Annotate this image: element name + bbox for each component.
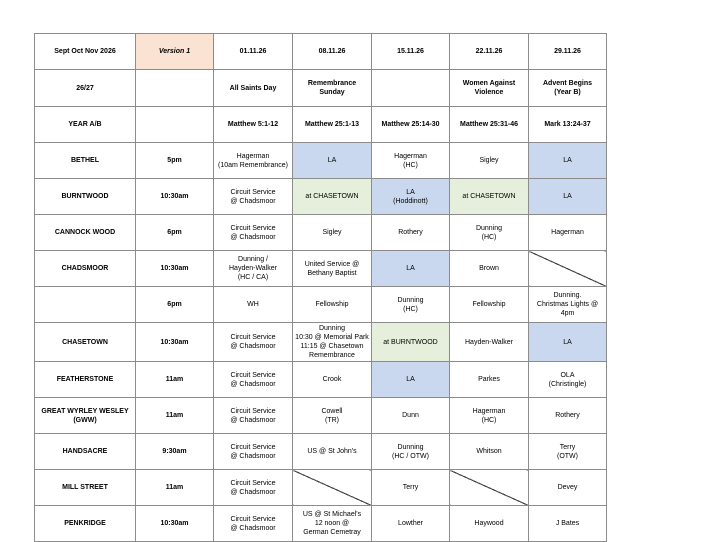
cell-line: Fellowship (472, 301, 506, 308)
cell-line: Rothery (398, 229, 423, 236)
service-cell (372, 215, 450, 251)
date-header: 15.11.26 (372, 34, 450, 70)
cell-line: (HC) (403, 305, 418, 313)
service-cell (214, 179, 293, 215)
header-occasions-row (35, 70, 607, 107)
cell-line: (Christingle) (548, 380, 587, 388)
cell-line: US @ St Michael's (302, 511, 362, 518)
no-service-cell (450, 470, 529, 506)
no-service-cell (293, 470, 372, 506)
cell-line: Haywood (474, 520, 504, 527)
service-cell (214, 251, 293, 287)
service-cell (529, 179, 607, 215)
cell-line: @ Chadsmoor (230, 380, 276, 388)
cell-line: US @ St John's (307, 448, 357, 455)
cell-line: 11:15 @ Chasetown (300, 343, 364, 350)
plan-year: 26/27 (35, 70, 136, 107)
service-cell (529, 323, 607, 362)
cell-line: Terry (559, 443, 576, 451)
version-label: Version 1 (136, 34, 214, 70)
reading-header: Mark 13:24-37 (529, 107, 607, 143)
service-cell (214, 323, 293, 362)
cell-line: (HC) (481, 416, 497, 424)
cell-line: J Bates (555, 520, 580, 527)
service-cell (450, 179, 529, 215)
cell-line: Dunning (475, 224, 503, 232)
service-time: 10:30am (136, 251, 214, 287)
cell-line: All Saints Day (229, 84, 277, 92)
service-cell (214, 287, 293, 323)
cell-line: Circuit Service (230, 515, 276, 523)
cell-line: (OTW) (557, 452, 578, 460)
church-name: CHASETOWN (35, 323, 136, 362)
header-readings-row (35, 107, 607, 143)
cell-line: LA (563, 338, 572, 346)
reading-header: Matthew 25:14-30 (372, 107, 450, 143)
date-header: 01.11.26 (214, 34, 293, 70)
service-cell (214, 215, 293, 251)
no-service-cell (529, 251, 607, 287)
cell-line: Violence (474, 89, 504, 96)
cell-line: LA (406, 265, 415, 272)
church-row (35, 215, 607, 251)
occasion-header (293, 70, 372, 107)
service-cell (450, 506, 529, 542)
cell-line: (Year B) (554, 89, 581, 96)
church-row (35, 398, 607, 434)
service-cell (214, 470, 293, 506)
date-header: 08.11.26 (293, 34, 372, 70)
cell-line: German Cemetray (303, 529, 361, 536)
service-time: 11am (136, 470, 214, 506)
church-name: BETHEL (35, 143, 136, 179)
service-cell (293, 179, 372, 215)
cell-line: Crook (322, 376, 342, 383)
church-row (35, 251, 607, 287)
service-time: 10:30am (136, 179, 214, 215)
reading-header: Matthew 5:1-12 (214, 107, 293, 143)
cell-line: Devey (557, 484, 578, 491)
cell-line: (HC / CA) (237, 274, 269, 281)
service-cell (372, 398, 450, 434)
cell-line: Brown (479, 265, 499, 272)
service-time: 10:30am (136, 506, 214, 542)
cell-line: Circuit Service (230, 479, 276, 487)
cell-line: Circuit Service (230, 443, 276, 451)
service-cell (529, 506, 607, 542)
service-cell (372, 362, 450, 398)
service-cell (529, 434, 607, 470)
service-cell (372, 506, 450, 542)
cell-line: @ Chadsmoor (230, 524, 276, 532)
service-time: 11am (136, 398, 214, 434)
cell-line: Hagerman (472, 407, 506, 415)
service-cell (450, 251, 529, 287)
empty-cell (136, 107, 214, 143)
cell-line: (HC) (403, 161, 418, 169)
church-name: HANDSACRE (35, 434, 136, 470)
header-dates-row (35, 34, 607, 70)
church-name: PENKRIDGE (35, 506, 136, 542)
church-row (35, 434, 607, 470)
church-row (35, 179, 607, 215)
cell-line: Lowther (398, 520, 423, 527)
lectionary-year: YEAR A/B (35, 107, 136, 143)
service-cell (529, 287, 607, 323)
church-name: CANNOCK WOOD (35, 215, 136, 251)
cell-line: Dunning. (553, 292, 582, 299)
service-time: 6pm (136, 287, 214, 323)
church-name: CHADSMOOR (35, 251, 136, 287)
reading-header: Matthew 25:1-13 (293, 107, 372, 143)
cell-line: @ Chadsmoor (230, 416, 276, 424)
service-cell (372, 470, 450, 506)
cell-line: Circuit Service (230, 407, 276, 415)
service-cell (293, 143, 372, 179)
cell-line: @ Chadsmoor (230, 343, 276, 350)
cell-line: WH (247, 301, 259, 308)
cell-line: LA (406, 188, 415, 196)
service-time: 10:30am (136, 323, 214, 362)
service-cell (214, 362, 293, 398)
cell-line: OLA (560, 371, 575, 379)
service-cell (372, 434, 450, 470)
church-row (35, 362, 607, 398)
cell-line: Bethany Baptist (307, 269, 357, 277)
cell-line: @ Chadsmoor (230, 452, 276, 460)
service-cell (293, 506, 372, 542)
cell-line: LA (406, 376, 415, 383)
service-cell (214, 398, 293, 434)
service-cell (214, 506, 293, 542)
service-cell (450, 362, 529, 398)
service-cell (372, 287, 450, 323)
cell-line: Whitson (476, 448, 502, 455)
cell-line: at BURNTWOOD (383, 338, 438, 346)
cell-line: Dunning (318, 325, 346, 332)
church-row (35, 470, 607, 506)
cell-line: Rothery (555, 412, 580, 419)
service-time: 9:30am (136, 434, 214, 470)
cell-line: 12 noon @ (314, 520, 350, 527)
service-cell (293, 362, 372, 398)
cell-line: LA (327, 157, 337, 164)
service-cell (293, 215, 372, 251)
cell-line: Dunning / (238, 256, 268, 263)
cell-line: Hagerman (394, 152, 427, 160)
service-cell (529, 362, 607, 398)
cell-line: @ Chadsmoor (230, 488, 276, 496)
cell-line: (Hoddinott) (393, 197, 428, 205)
cell-line: Terry (402, 484, 419, 491)
service-cell (293, 287, 372, 323)
cell-line: Circuit Service (230, 224, 276, 232)
service-cell (372, 251, 450, 287)
service-cell (214, 434, 293, 470)
cell-line: Hagerman (551, 229, 584, 236)
cell-line: @ Chadsmoor (230, 197, 276, 205)
service-time: 11am (136, 362, 214, 398)
service-cell (372, 323, 450, 362)
church-row (35, 323, 607, 362)
service-cell (372, 143, 450, 179)
service-cell (450, 434, 529, 470)
service-cell (372, 179, 450, 215)
service-cell (450, 143, 529, 179)
occasion-header (372, 70, 450, 107)
occasion-header (450, 70, 529, 107)
church-name: BURNTWOOD (35, 179, 136, 215)
cell-line: Dunning (397, 296, 424, 304)
cell-line: Advent Begins (542, 80, 592, 87)
preaching-plan-table (34, 33, 607, 542)
cell-line: Circuit Service (230, 334, 276, 341)
cell-line: Circuit Service (230, 371, 276, 379)
cell-line: Christmas Lights @ 4pm (536, 301, 599, 317)
service-cell (529, 398, 607, 434)
reading-header: Matthew 25:31-46 (450, 107, 529, 143)
cell-line: (HC / OTW) (392, 452, 429, 460)
cell-line: Circuit Service (230, 188, 276, 196)
service-cell (450, 323, 529, 362)
service-cell (214, 143, 293, 179)
church-row (35, 143, 607, 179)
plan-body (35, 34, 607, 542)
plan-period: Sept Oct Nov 2026 (35, 34, 136, 70)
service-time: 6pm (136, 215, 214, 251)
cell-line: Cowell (321, 407, 343, 415)
cell-line: United Service @ (304, 260, 360, 268)
cell-line: Sigley (479, 157, 499, 164)
church-name (35, 287, 136, 323)
service-cell (293, 251, 372, 287)
cell-line: Hagerman (236, 152, 270, 160)
church-row (35, 287, 607, 323)
church-row (35, 506, 607, 542)
cell-line: LA (563, 157, 572, 164)
cell-line: 10:30 @ Memorial Park (295, 334, 369, 341)
cell-line: at CHASETOWN (462, 193, 516, 200)
service-cell (293, 398, 372, 434)
cell-line: (10am Remembrance) (217, 161, 289, 169)
cell-line: Dunning (397, 443, 424, 451)
service-cell (293, 323, 372, 362)
occasion-header (529, 70, 607, 107)
cell-line: at CHASETOWN (305, 193, 359, 200)
cell-line: Parkes (478, 376, 500, 383)
cell-line: Dunn (402, 412, 419, 419)
cell-line: Sigley (322, 229, 342, 236)
service-cell (529, 470, 607, 506)
cell-line: Remembrance Sunday (307, 80, 357, 96)
date-header: 29.11.26 (529, 34, 607, 70)
cell-line: (HC) (481, 233, 497, 241)
service-cell (293, 434, 372, 470)
service-cell (529, 143, 607, 179)
service-time: 5pm (136, 143, 214, 179)
cell-line: Remembrance (309, 352, 355, 359)
church-name: GREAT WYRLEY WESLEY (GWW) (35, 398, 136, 434)
church-name: FEATHERSTONE (35, 362, 136, 398)
occasion-header (214, 70, 293, 107)
service-cell (450, 215, 529, 251)
service-cell (529, 215, 607, 251)
cell-line: (TR) (325, 416, 339, 424)
cell-line: LA (563, 193, 572, 200)
cell-line: Hayden-Walker (229, 265, 277, 272)
cell-line: Fellowship (315, 301, 349, 308)
service-cell (450, 398, 529, 434)
cell-line: Hayden-Walker (465, 338, 513, 346)
empty-cell (136, 70, 214, 107)
church-name: MILL STREET (35, 470, 136, 506)
cell-line: Women Against (462, 80, 516, 87)
service-cell (450, 287, 529, 323)
date-header: 22.11.26 (450, 34, 529, 70)
cell-line: @ Chadsmoor (230, 233, 276, 241)
